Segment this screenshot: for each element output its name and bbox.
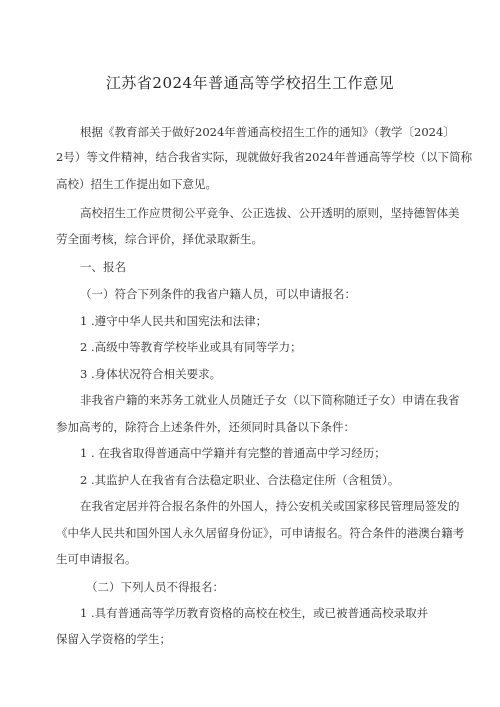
subsection-heading: （一）符合下列条件的我省户籍人员，可以申请报名： [80, 287, 356, 301]
list-item: 1 .遵守中华人民共和国宪法和法律； [80, 314, 268, 328]
paragraph-line: 保留入学资格的学生； [56, 632, 171, 646]
paragraph-line: 高校招生工作应贯彻公平竞争、公正选拔、公开透明的原则，坚持德智体美 [80, 206, 460, 220]
paragraph-line: 非我省户籍的来苏务工就业人员随迁子女（以下简称随迁子女）申请在我省 [80, 393, 460, 407]
list-item: 3 .身体状况符合相关要求。 [80, 367, 222, 381]
list-item: 1 . 在我省取得普通高中学籍并有完整的普通高中学习经历； [80, 446, 386, 460]
list-item: 2 .其监护人在我省有合法稳定职业、合法稳定住所（含租赁）。 [80, 473, 400, 487]
list-item: 2 .高级中等教育学校毕业或具有同等学力； [80, 340, 302, 354]
paragraph-line: 2号）等文件精神，结合我省实际，现就做好我省2024年普通高等学校（以下简称 [56, 150, 473, 164]
paragraph-line: 《中华人民共和国外国人永久居留身份证》，可申请报名。符合条件的港澳台籍考 [56, 526, 465, 540]
paragraph-line: 在我省定居并符合报名条件的外国人，持公安机关或国家移民管理局签发的 [80, 499, 460, 513]
section-heading: 一、报名 [80, 260, 126, 274]
paragraph-line: 生可申请报名。 [56, 552, 137, 566]
list-item: 1 .具有普通高等学历教育资格的高校在校生，或已被普通高校录取并 [80, 606, 429, 620]
paragraph-line: 劳全面考核，综合评价，择优录取新生。 [56, 232, 263, 246]
paragraph-line: 参加高考的，除符合上述条件外，还须同时具备以下条件： [56, 420, 355, 434]
subsection-heading: （二）下列人员不得报名： [86, 580, 224, 594]
document-title: 江苏省2024年普通高等学校招生工作意见 [105, 74, 395, 92]
paragraph-line: 根据《教育部关于做好2024年普通高校招生工作的通知》（教学〔2024〕 [80, 125, 455, 139]
paragraph-line: 高校）招生工作提出如下意见。 [56, 177, 217, 191]
